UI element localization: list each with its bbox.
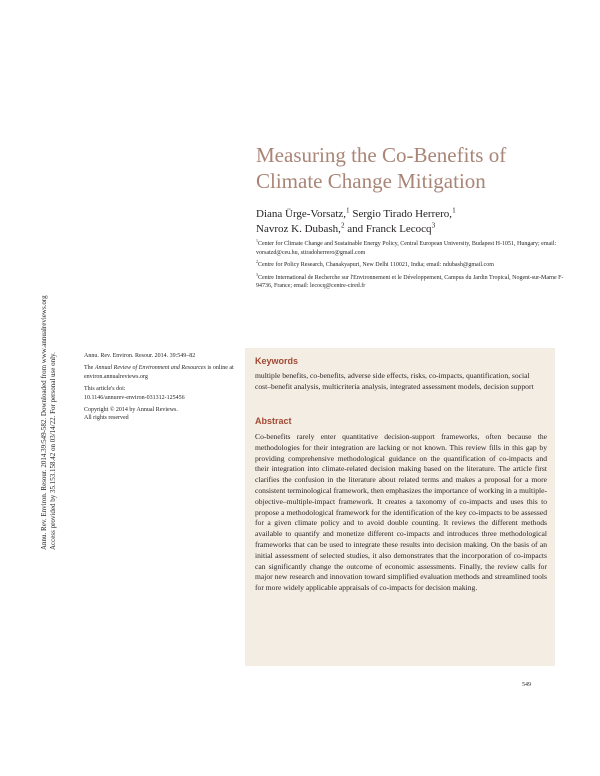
article-info-sidebar <box>84 352 244 427</box>
affiliation-list <box>256 240 576 295</box>
affiliation-mark: 3 <box>256 272 258 277</box>
doi-block <box>84 385 244 402</box>
page-number: 549 <box>522 682 531 688</box>
online-intro: The <box>84 365 95 372</box>
affiliation-text: Center for Climate Change and Sustainable Energy Policy, Central European University, Budapest H-1051, Hungary; email: vorsatzd@ceu.hu, stiradoherrero@gmail.com <box>256 241 557 256</box>
copyright: Copyright © 2014 by Annual Reviews. <box>84 407 178 414</box>
doi-value: 10.1146/annurev-environ-031312-125456 <box>84 394 185 401</box>
download-notice <box>40 230 58 550</box>
affiliation-mark: 2 <box>256 260 258 265</box>
title-line-1: Measuring the Co-Benefits of <box>256 143 507 167</box>
author-line-2 <box>256 222 576 237</box>
keywords-heading: Keywords <box>255 356 299 366</box>
author-name: and Franck Lecocq <box>344 223 432 235</box>
author-affil-mark: 1 <box>346 206 350 215</box>
affiliation-1 <box>256 240 576 257</box>
journal-name: Annual Review of Environment and Resources <box>94 365 206 372</box>
keywords-text: multiple benefits, co-benefits, adverse side effects, risks, co-impacts, quantification, social cost–benefit analysis, multicriteria analysis, integrated assessment models, decision support <box>255 371 534 391</box>
citation: Annu. Rev. Environ. Resour. 2014. 39:549–82 <box>84 353 196 359</box>
author-line-1 <box>256 207 576 222</box>
download-notice-line-2: Access provided by 35.153.158.42 on 03/14/22. For personal use only. <box>49 352 57 550</box>
author-list <box>256 207 576 237</box>
download-notice-line-1: Annu. Rev. Environ. Resour. 2014.39:549-582. Downloaded from www.annualreviews.org <box>40 295 48 550</box>
affiliation-text: Centre for Policy Research, Chanakyapuri, New Delhi 110021, India; email: ndubash@gmail.com <box>257 262 494 269</box>
author-affil-mark: 1 <box>452 206 456 215</box>
author-affil-mark: 3 <box>431 221 436 230</box>
affiliation-2 <box>256 261 576 270</box>
copyright-block <box>84 406 244 423</box>
online-rest: is online at environ.annualreviews.org <box>84 365 234 380</box>
affiliation-3 <box>256 274 576 291</box>
rights: All rights reserved <box>84 415 129 422</box>
online-notice <box>84 364 244 381</box>
doi-label: This article's doi: <box>84 386 126 393</box>
affiliation-mark: 1 <box>256 239 258 243</box>
article-title <box>256 142 576 194</box>
author-affil-mark: 2 <box>340 221 345 230</box>
author-name: Diana Ürge-Vorsatz, <box>256 208 347 220</box>
title-line-2: Climate Change Mitigation <box>256 169 486 193</box>
author-name: Sergio Tirado Herrero, <box>349 208 453 220</box>
affiliation-text: Centre International de Recherche sur l'Environnement et le Développement, Campus du Jardin Tropical, Nogent-sur-Marne F-94736, France; email: lecocq@centre-cired.fr <box>256 274 564 290</box>
abstract-text: Co-benefits rarely enter quantitative decision-support frameworks, often because the methodologies for their integration are lacking or not known. This review fills in this gap by providing comprehensive methodological guidance on the quantification of co-impacts and their integration into climate-related decision making based on the literature. The article first clarifies the confusion in the literature about related terms and makes a proposal for a more consistent terminological framework, then emphasizes the importance of working in a multiple-objective–multiple-impact framework. It creates a taxonomy of co-impacts and uses this to propose a methodological framework for the identification of the key co-impacts to be assessed for a given climate policy and to avoid double counting. It reviews the different methods available to quantify and monetize different co-impacts and introduces three methodological frameworks that can be used to integrate these results into decision making. On the basis of an initial assessment of selected studies, it also demonstrates that the incorporation of co-impacts can significantly change the outcome of economic assessments. Finally, the review calls for major new research and innovation toward simplified evaluation methods and streamlined tools for more widely applicable appraisals of co-impacts for decision making. <box>255 432 547 593</box>
author-name: Navroz K. Dubash, <box>256 223 341 235</box>
abstract-heading: Abstract <box>255 416 292 426</box>
